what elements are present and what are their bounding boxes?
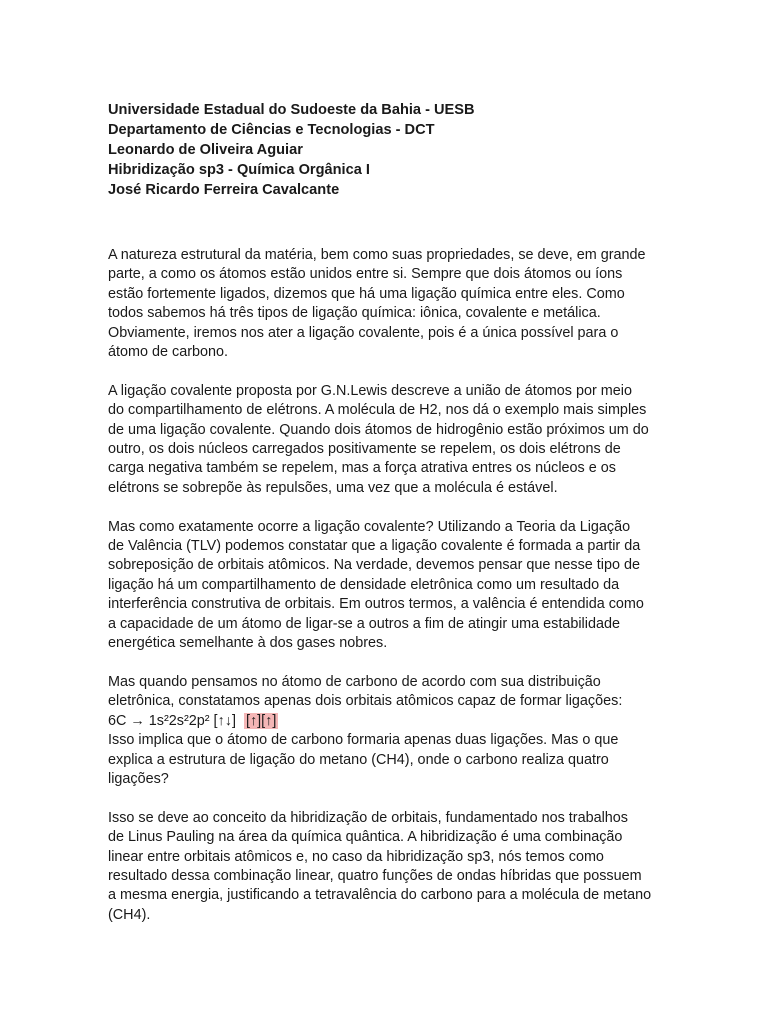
paragraph-line: a mesma energia, justificando a tetravalência do carbono para a molécula de metano (108, 887, 652, 904)
paragraph-line: Mas como exatamente ocorre a ligação covalente? Utilizando a Teoria da Ligação (108, 518, 631, 535)
student-name: Leonardo de Oliveira Aguiar (108, 142, 303, 158)
paragraph-line: de uma ligação covalente. Quando dois átomos de hidrogênio estão próximos um do (108, 421, 649, 438)
paragraph-line: eletrônica, constatamos apenas dois orbitais atômicos capaz de formar ligações: (108, 693, 623, 710)
university-name: Universidade Estadual do Sudoeste da Bahia - UESB (108, 102, 475, 118)
paragraph-line: de Valência (TLV) podemos constatar que a ligação covalente é formada a partir da (108, 538, 641, 555)
paragraph-2 (108, 382, 698, 498)
paragraph-line: resultado dessa combinação linear, quatro funções de ondas híbridas que possuem (108, 867, 642, 884)
paragraph-line: estão fortemente ligados, dizemos que há uma ligação química entre eles. Como (108, 285, 625, 302)
paragraph-1 (108, 246, 698, 362)
paragraph-line: parte, a como os átomos estão unidos entre si. Sempre que dois átomos ou íons (108, 266, 623, 283)
paragraph-line: energética semelhante à dos gases nobres. (108, 635, 388, 652)
electron-configuration (108, 712, 698, 731)
configuration-text: 6C → 1s²2s²2p² [↑↓] (108, 712, 236, 729)
paragraph-line: (CH4). (108, 906, 151, 923)
department-name: Departamento de Ciências e Tecnologias - DCT (108, 122, 435, 138)
paragraph-line: linear entre orbitais atômicos e, no caso da hibridização sp3, nós temos como (108, 848, 604, 865)
paragraph-5 (108, 809, 698, 925)
paragraph-line: carga negativa também se repelem, mas a força atrativa entres os núcleos e os (108, 460, 616, 477)
paragraph-line: elétrons se sobrepõe às repulsões, uma vez que a molécula é estável. (108, 479, 558, 496)
paragraph-line: outro, os dois núcleos carregados positivamente se repelem, os dois elétrons de (108, 441, 621, 458)
paragraph-line: a capacidade de um átomo de ligar-se a outros a fim de atingir uma estabilidade (108, 615, 620, 632)
paragraph-line: A natureza estrutural da matéria, bem como suas propriedades, se deve, em grande (108, 247, 646, 263)
paragraph-line: Isso se deve ao conceito da hibridização de orbitais, fundamentado nos trabalhos (108, 809, 628, 826)
paragraph-line: todos sabemos há três tipos de ligação química: iônica, covalente e metálica. (108, 305, 601, 322)
paragraph-line: A ligação covalente proposta por G.N.Lewis descreve a união de átomos por meio (108, 382, 632, 399)
paragraph-line: ligações? (108, 770, 169, 787)
paragraph-line: ligação há um compartilhamento de densidade eletrônica como um resultado da (108, 576, 620, 593)
paragraph-line: do compartilhamento de elétrons. A molécula de H2, nos dá o exemplo mais simples (108, 402, 647, 419)
paragraph-3 (108, 518, 698, 654)
paragraph-line: Isso implica que o átomo de carbono formaria apenas duas ligações. Mas o que (108, 732, 619, 749)
professor-name: José Ricardo Ferreira Cavalcante (108, 182, 340, 198)
paragraph-line: explica a estrutura de ligação do metano (CH4), onde o carbono realiza quatro (108, 751, 609, 768)
paragraph-4 (108, 673, 698, 789)
subject-title: Hibridização sp3 - Química Orgânica I (108, 162, 370, 178)
document-page (108, 100, 698, 945)
highlighted-orbitals: [↑][↑] (245, 712, 277, 729)
paragraph-line: Mas quando pensamos no átomo de carbono de acordo com sua distribuição (108, 673, 601, 690)
paragraph-line: de Linus Pauling na área da química quântica. A hibridização é uma combinação (108, 829, 623, 846)
paragraph-line: sobreposição de orbitais atômicos. Na verdade, devemos pensar que nesse tipo de (108, 557, 640, 574)
paragraph-line: interferência construtiva de orbitais. Em outros termos, a valência é entendida como (108, 596, 644, 613)
paragraph-line: Obviamente, iremos nos ater a ligação covalente, pois é a única possível para o (108, 324, 619, 341)
paragraph-line: átomo de carbono. (108, 344, 229, 361)
document-header (108, 100, 698, 200)
